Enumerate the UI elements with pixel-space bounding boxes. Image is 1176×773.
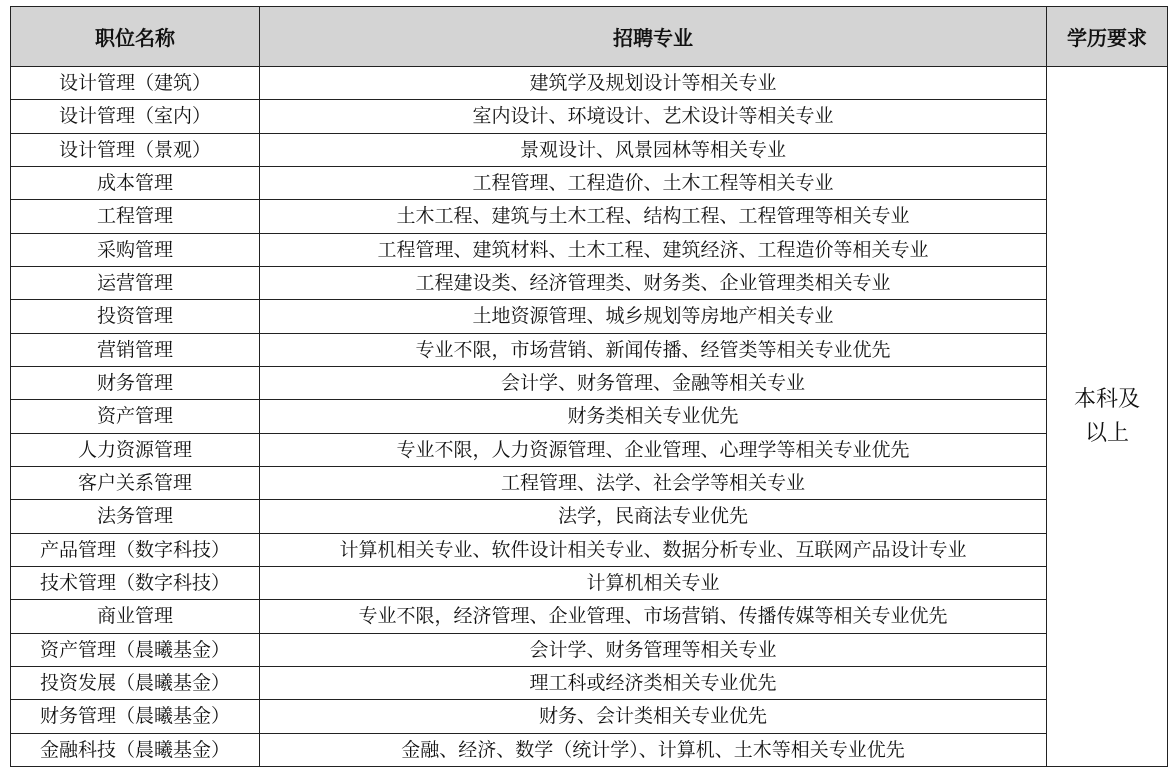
table-row [11,200,1168,233]
major-cell: 工程管理、建筑材料、土木工程、建筑经济、工程造价等相关专业 [260,233,1047,266]
major-cell: 土木工程、建筑与土木工程、结构工程、工程管理等相关专业 [260,200,1047,233]
position-cell: 人力资源管理 [11,433,260,466]
position-cell: 设计管理（室内） [11,100,260,133]
position-cell: 运营管理 [11,266,260,299]
table-row [11,166,1168,199]
position-cell: 商业管理 [11,600,260,633]
position-cell: 产品管理（数字科技） [11,533,260,566]
header-position: 职位名称 [11,7,260,67]
major-cell: 工程管理、法学、社会学等相关专业 [260,466,1047,499]
major-cell: 专业不限，市场营销、新闻传播、经管类等相关专业优先 [260,333,1047,366]
position-cell: 客户关系管理 [11,466,260,499]
position-cell: 财务管理（晨曦基金） [11,700,260,733]
table-row [11,633,1168,666]
table-row [11,733,1168,766]
major-cell: 财务类相关专业优先 [260,400,1047,433]
major-cell: 会计学、财务管理等相关专业 [260,633,1047,666]
table-row [11,533,1168,566]
major-cell: 专业不限，经济管理、企业管理、市场营销、传播传媒等相关专业优先 [260,600,1047,633]
major-cell: 计算机相关专业、软件设计相关专业、数据分析专业、互联网产品设计专业 [260,533,1047,566]
major-cell: 专业不限，人力资源管理、企业管理、心理学等相关专业优先 [260,433,1047,466]
position-cell: 资产管理 [11,400,260,433]
position-cell: 资产管理（晨曦基金） [11,633,260,666]
major-cell: 景观设计、风景园林等相关专业 [260,133,1047,166]
major-cell: 工程管理、工程造价、土木工程等相关专业 [260,166,1047,199]
education-line-1: 本科及 [1073,386,1140,412]
table-row [11,433,1168,466]
table-row [11,600,1168,633]
position-cell: 投资发展（晨曦基金） [11,666,260,699]
position-cell: 营销管理 [11,333,260,366]
position-cell: 金融科技（晨曦基金） [11,733,260,766]
table-row [11,333,1168,366]
table-row [11,700,1168,733]
table-row [11,67,1168,100]
major-cell: 财务、会计类相关专业优先 [260,700,1047,733]
education-requirement-cell [1047,67,1168,767]
table-row [11,133,1168,166]
table-row [11,400,1168,433]
position-cell: 成本管理 [11,166,260,199]
header-education: 学历要求 [1047,7,1168,67]
position-cell: 设计管理（景观） [11,133,260,166]
position-cell: 技术管理（数字科技） [11,566,260,599]
major-cell: 金融、经济、数学（统计学）、计算机、土木等相关专业优先 [260,733,1047,766]
major-cell: 土地资源管理、城乡规划等房地产相关专业 [260,300,1047,333]
major-cell: 室内设计、环境设计、艺术设计等相关专业 [260,100,1047,133]
table-row [11,300,1168,333]
table-header [11,7,1168,67]
position-cell: 投资管理 [11,300,260,333]
table-row [11,366,1168,399]
recruitment-table [10,6,1168,767]
position-cell: 财务管理 [11,366,260,399]
major-cell: 计算机相关专业 [260,566,1047,599]
major-cell: 理工科或经济类相关专业优先 [260,666,1047,699]
position-cell: 采购管理 [11,233,260,266]
table-row [11,466,1168,499]
header-row [11,7,1168,67]
table-row [11,266,1168,299]
table-row [11,666,1168,699]
position-cell: 设计管理（建筑） [11,67,260,100]
table-body [11,67,1168,767]
major-cell: 建筑学及规划设计等相关专业 [260,67,1047,100]
table-row [11,233,1168,266]
table-row [11,566,1168,599]
position-cell: 法务管理 [11,500,260,533]
education-line-2: 以上 [1084,420,1129,446]
position-cell: 工程管理 [11,200,260,233]
major-cell: 法学，民商法专业优先 [260,500,1047,533]
recruitment-sheet [10,6,1167,767]
major-cell: 会计学、财务管理、金融等相关专业 [260,366,1047,399]
header-major: 招聘专业 [260,7,1047,67]
table-row [11,100,1168,133]
major-cell: 工程建设类、经济管理类、财务类、企业管理类相关专业 [260,266,1047,299]
table-row [11,500,1168,533]
